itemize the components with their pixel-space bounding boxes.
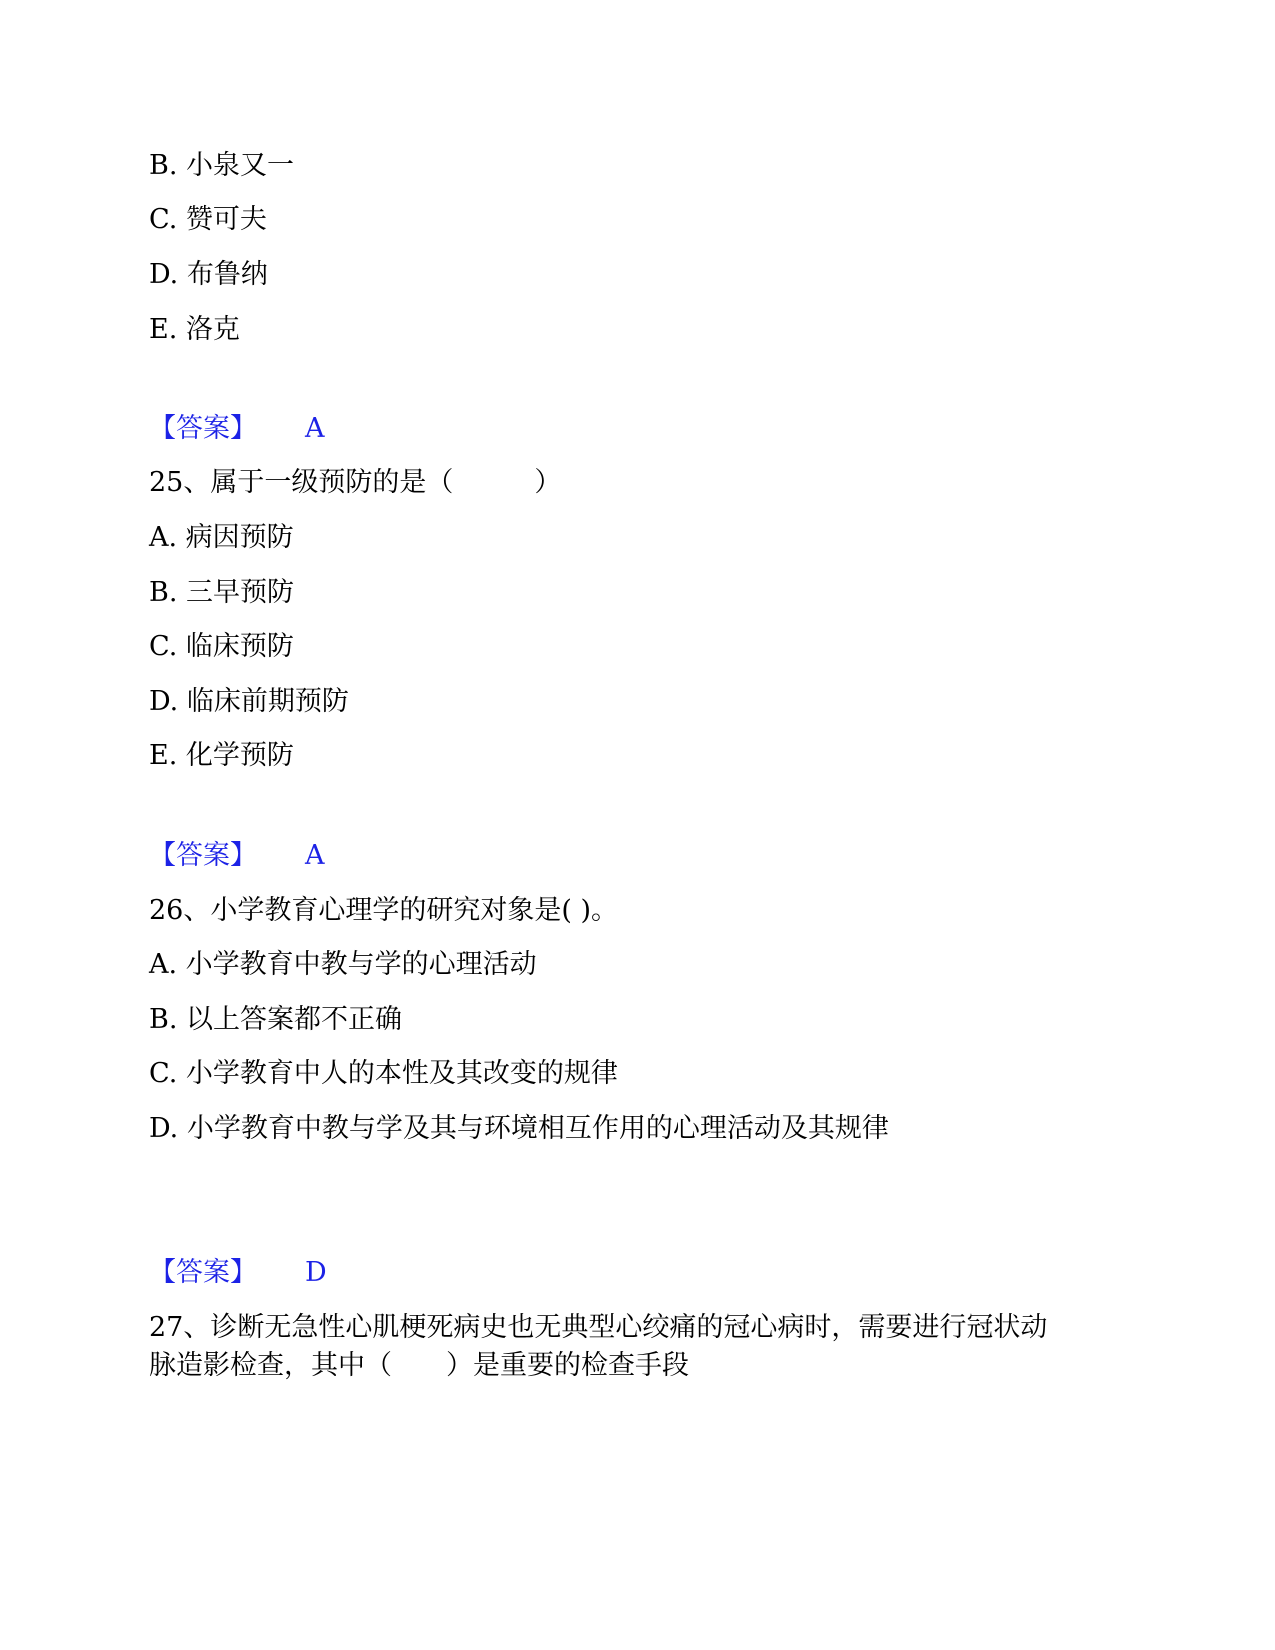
question-27-line-2: 脉造影检查，其中（ ）是重要的检查手段 bbox=[149, 1350, 689, 1381]
question-26: 26、小学教育心理学的研究对象是( )。 bbox=[149, 895, 619, 926]
option-d-q24: D. 布鲁纳 bbox=[149, 259, 268, 290]
option-e-q25: E. 化学预防 bbox=[149, 740, 294, 771]
answer-value: A bbox=[305, 840, 325, 871]
answer-q25 bbox=[149, 839, 325, 873]
question-27-line-1: 27、诊断无急性心肌梗死病史也无典型心绞痛的冠心病时，需要进行冠状动 bbox=[149, 1312, 1048, 1343]
answer-q26 bbox=[149, 1256, 327, 1290]
option-b-q26: B. 以上答案都不正确 bbox=[149, 1004, 403, 1035]
answer-label: 【答案】 bbox=[149, 840, 257, 871]
option-c-q26: C. 小学教育中人的本性及其改变的规律 bbox=[149, 1058, 618, 1089]
question-25: 25、属于一级预防的是（ ） bbox=[149, 467, 562, 498]
option-b-q24: B. 小泉又一 bbox=[149, 150, 295, 181]
option-a-q25: A. 病因预防 bbox=[149, 522, 294, 553]
option-a-q26: A. 小学教育中教与学的心理活动 bbox=[149, 949, 537, 980]
answer-label: 【答案】 bbox=[149, 1257, 257, 1288]
option-d-q26: D. 小学教育中教与学及其与环境相互作用的心理活动及其规律 bbox=[149, 1113, 889, 1144]
answer-value: A bbox=[305, 413, 325, 444]
option-c-q25: C. 临床预防 bbox=[149, 631, 294, 662]
option-c-q24: C. 赞可夫 bbox=[149, 204, 267, 235]
answer-label: 【答案】 bbox=[149, 413, 257, 444]
answer-q24 bbox=[149, 412, 325, 446]
option-d-q25: D. 临床前期预防 bbox=[149, 686, 349, 717]
option-e-q24: E. 洛克 bbox=[149, 314, 240, 345]
option-b-q25: B. 三早预防 bbox=[149, 577, 295, 608]
answer-value: D bbox=[305, 1257, 327, 1288]
